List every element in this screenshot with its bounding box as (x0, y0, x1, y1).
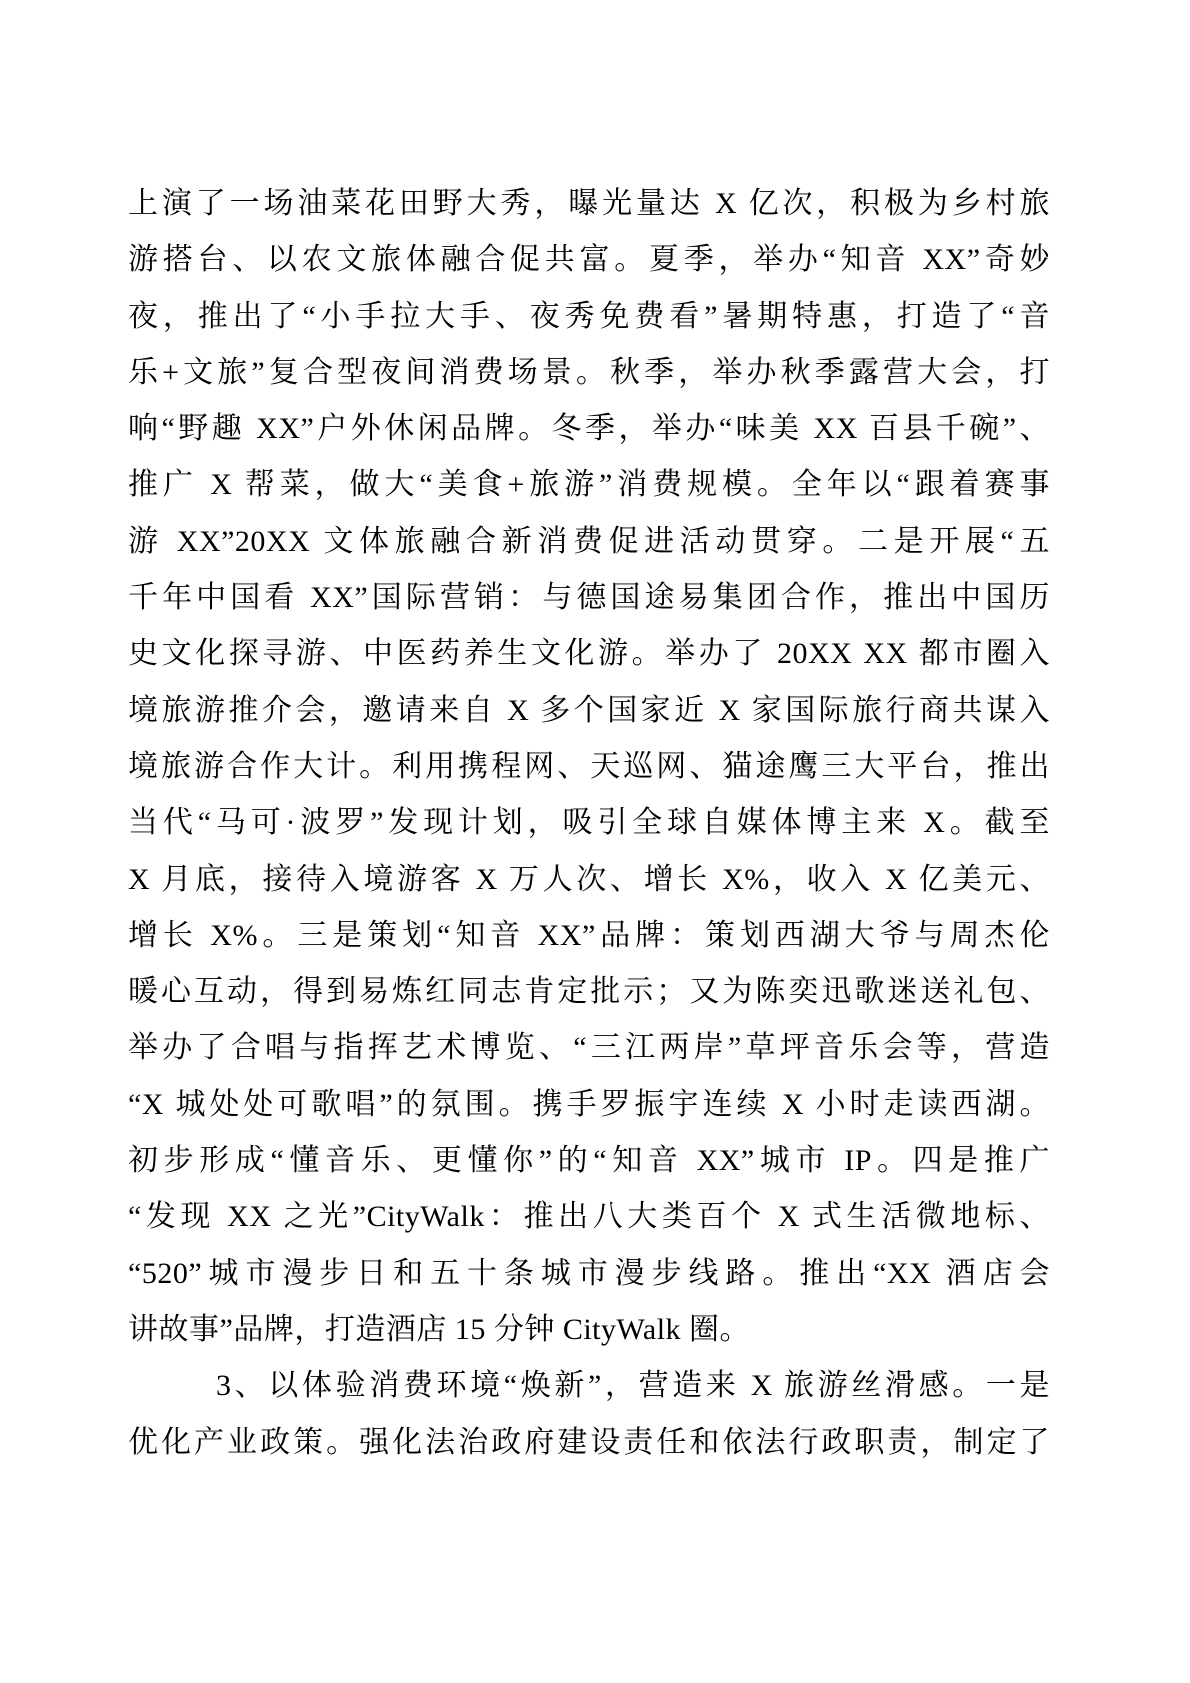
text-line: 初步形成“懂音乐、更懂你”的“知音 XX”城市 IP。四是推广 (128, 1144, 1050, 1178)
paragraph (128, 176, 1050, 1358)
text-line: 优化产业政策。强化法治政府建设责任和依法行政职责，制定了 (128, 1425, 1050, 1459)
text-line: 举办了合唱与指挥艺术博览、“三江两岸”草坪音乐会等，营造 (128, 1031, 1050, 1065)
document-body (128, 176, 1050, 1471)
text-line: 3、以体验消费环境“焕新”，营造来 X 旅游丝滑感。一是 (216, 1369, 1050, 1403)
text-line: “X 城处处可歌唱”的氛围。携手罗振宇连续 X 小时走读西湖。 (128, 1087, 1050, 1121)
text-line: “520”城市漫步日和五十条城市漫步线路。推出“XX 酒店会 (128, 1256, 1050, 1290)
text-line: 讲故事”品牌，打造酒店 15 分钟 CityWalk 圈。 (128, 1312, 751, 1346)
text-line: 游搭台、以农文旅体融合促共富。夏季，举办“知音 XX”奇妙 (128, 243, 1050, 277)
text-line: 当代“马可·波罗”发现计划，吸引全球自媒体博主来 X。截至 (128, 806, 1050, 840)
text-line: “发现 XX 之光”CityWalk：推出八大类百个 X 式生活微地标、 (128, 1200, 1050, 1234)
text-line: 游 XX”20XX 文体旅融合新消费促进活动贯穿。二是开展“五 (128, 524, 1050, 558)
paragraph (128, 1358, 1050, 1471)
text-line: 史文化探寻游、中医药养生文化游。举办了 20XX XX 都市圈入 (128, 637, 1050, 671)
text-line: X 月底，接待入境游客 X 万人次、增长 X%，收入 X 亿美元、 (128, 862, 1050, 896)
text-line: 千年中国看 XX”国际营销：与德国途易集团合作，推出中国历 (128, 581, 1050, 615)
text-line: 暖心互动，得到易炼红同志肯定批示；又为陈奕迅歌迷送礼包、 (128, 975, 1050, 1009)
text-line: 响“野趣 XX”户外休闲品牌。冬季，举办“味美 XX 百县千碗”、 (128, 412, 1050, 446)
text-line: 境旅游合作大计。利用携程网、天巡网、猫途鹰三大平台，推出 (128, 749, 1050, 783)
text-line: 上演了一场油菜花田野大秀，曝光量达 X 亿次，积极为乡村旅 (128, 187, 1050, 220)
text-line: 乐+文旅”复合型夜间消费场景。秋季，举办秋季露营大会，打 (128, 355, 1050, 389)
text-line: 推广 X 帮菜，做大“美食+旅游”消费规模。全年以“跟着赛事 (128, 468, 1050, 502)
text-line: 夜，推出了“小手拉大手、夜秀免费看”暑期特惠，打造了“音 (128, 299, 1050, 333)
text-line: 境旅游推介会，邀请来自 X 多个国家近 X 家国际旅行商共谋入 (128, 693, 1050, 727)
text-line: 增长 X%。三是策划“知音 XX”品牌：策划西湖大爷与周杰伦 (128, 918, 1050, 952)
